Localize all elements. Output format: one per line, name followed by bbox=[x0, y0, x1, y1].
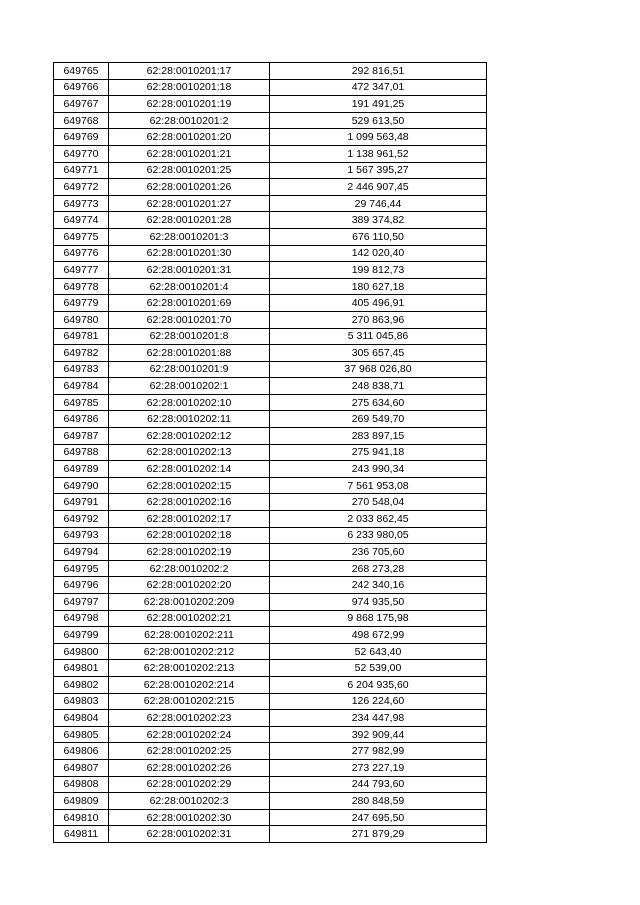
cadastral-value-cell: 275 941,18 bbox=[270, 444, 487, 461]
row-id-cell: 649793 bbox=[54, 527, 109, 544]
table-row bbox=[54, 394, 487, 411]
table-body bbox=[54, 63, 487, 843]
cadastral-number-cell: 62:28:0010201:21 bbox=[109, 145, 270, 162]
table-row bbox=[54, 228, 487, 245]
row-id-cell: 649796 bbox=[54, 577, 109, 594]
table-row bbox=[54, 63, 487, 80]
table-row bbox=[54, 345, 487, 362]
row-id-cell: 649810 bbox=[54, 809, 109, 826]
cadastral-value-cell: 270 863,96 bbox=[270, 311, 487, 328]
table-row bbox=[54, 378, 487, 395]
table-row bbox=[54, 693, 487, 710]
cadastral-number-cell: 62:28:0010201:25 bbox=[109, 162, 270, 179]
row-id-cell: 649800 bbox=[54, 643, 109, 660]
table-row bbox=[54, 759, 487, 776]
row-id-cell: 649770 bbox=[54, 145, 109, 162]
cadastral-number-cell: 62:28:0010201:9 bbox=[109, 361, 270, 378]
row-id-cell: 649811 bbox=[54, 826, 109, 843]
cadastral-value-cell: 389 374,82 bbox=[270, 212, 487, 229]
table-row bbox=[54, 660, 487, 677]
row-id-cell: 649776 bbox=[54, 245, 109, 262]
cadastral-value-cell: 29 746,44 bbox=[270, 195, 487, 212]
cadastral-number-cell: 62:28:0010202:24 bbox=[109, 726, 270, 743]
table-row bbox=[54, 743, 487, 760]
cadastral-number-cell: 62:28:0010202:214 bbox=[109, 676, 270, 693]
table-row bbox=[54, 610, 487, 627]
cadastral-value-cell: 271 879,29 bbox=[270, 826, 487, 843]
table-row bbox=[54, 726, 487, 743]
cadastral-number-cell: 62:28:0010202:19 bbox=[109, 544, 270, 561]
table-row bbox=[54, 511, 487, 528]
cadastral-number-cell: 62:28:0010202:18 bbox=[109, 527, 270, 544]
table-row bbox=[54, 776, 487, 793]
cadastral-value-cell: 2 033 862,45 bbox=[270, 511, 487, 528]
cadastral-number-cell: 62:28:0010202:20 bbox=[109, 577, 270, 594]
table-row bbox=[54, 328, 487, 345]
table-row bbox=[54, 643, 487, 660]
cadastral-number-cell: 62:28:0010202:3 bbox=[109, 793, 270, 810]
cadastral-value-cell: 275 634,60 bbox=[270, 394, 487, 411]
table-row bbox=[54, 295, 487, 312]
row-id-cell: 649786 bbox=[54, 411, 109, 428]
row-id-cell: 649777 bbox=[54, 262, 109, 279]
row-id-cell: 649782 bbox=[54, 345, 109, 362]
table-row bbox=[54, 145, 487, 162]
cadastral-number-cell: 62:28:0010201:30 bbox=[109, 245, 270, 262]
cadastral-number-cell: 62:28:0010201:18 bbox=[109, 79, 270, 96]
table-row bbox=[54, 809, 487, 826]
table-row bbox=[54, 245, 487, 262]
row-id-cell: 649791 bbox=[54, 494, 109, 511]
table-row bbox=[54, 577, 487, 594]
row-id-cell: 649803 bbox=[54, 693, 109, 710]
cadastral-number-cell: 62:28:0010202:209 bbox=[109, 594, 270, 611]
cadastral-value-cell: 242 340,16 bbox=[270, 577, 487, 594]
cadastral-value-cell: 247 695,50 bbox=[270, 809, 487, 826]
cadastral-number-cell: 62:28:0010201:27 bbox=[109, 195, 270, 212]
cadastral-value-cell: 244 793,60 bbox=[270, 776, 487, 793]
cadastral-number-cell: 62:28:0010202:23 bbox=[109, 710, 270, 727]
cadastral-number-cell: 62:28:0010201:69 bbox=[109, 295, 270, 312]
cadastral-value-cell: 268 273,28 bbox=[270, 560, 487, 577]
cadastral-number-cell: 62:28:0010202:29 bbox=[109, 776, 270, 793]
table-row bbox=[54, 129, 487, 146]
row-id-cell: 649781 bbox=[54, 328, 109, 345]
table-row bbox=[54, 676, 487, 693]
cadastral-value-cell: 9 868 175,98 bbox=[270, 610, 487, 627]
cadastral-value-cell: 191 491,25 bbox=[270, 96, 487, 113]
row-id-cell: 649772 bbox=[54, 179, 109, 196]
row-id-cell: 649805 bbox=[54, 726, 109, 743]
table-row bbox=[54, 527, 487, 544]
cadastral-value-cell: 1 567 395,27 bbox=[270, 162, 487, 179]
cadastral-value-cell: 6 204 935,60 bbox=[270, 676, 487, 693]
cadastral-number-cell: 62:28:0010202:211 bbox=[109, 627, 270, 644]
table-row bbox=[54, 112, 487, 129]
row-id-cell: 649779 bbox=[54, 295, 109, 312]
cadastral-value-cell: 472 347,01 bbox=[270, 79, 487, 96]
row-id-cell: 649769 bbox=[54, 129, 109, 146]
row-id-cell: 649780 bbox=[54, 311, 109, 328]
cadastral-value-cell: 2 446 907,45 bbox=[270, 179, 487, 196]
row-id-cell: 649795 bbox=[54, 560, 109, 577]
table-row bbox=[54, 179, 487, 196]
cadastral-number-cell: 62:28:0010201:4 bbox=[109, 278, 270, 295]
cadastral-value-cell: 1 099 563,48 bbox=[270, 129, 487, 146]
table-row bbox=[54, 162, 487, 179]
cadastral-value-cell: 292 816,51 bbox=[270, 63, 487, 80]
cadastral-value-cell: 280 848,59 bbox=[270, 793, 487, 810]
row-id-cell: 649807 bbox=[54, 759, 109, 776]
cadastral-number-cell: 62:28:0010201:19 bbox=[109, 96, 270, 113]
cadastral-value-cell: 392 909,44 bbox=[270, 726, 487, 743]
row-id-cell: 649798 bbox=[54, 610, 109, 627]
cadastral-number-cell: 62:28:0010201:8 bbox=[109, 328, 270, 345]
cadastral-value-cell: 236 705,60 bbox=[270, 544, 487, 561]
cadastral-number-cell: 62:28:0010202:215 bbox=[109, 693, 270, 710]
cadastral-value-cell: 142 020,40 bbox=[270, 245, 487, 262]
row-id-cell: 649775 bbox=[54, 228, 109, 245]
cadastral-value-cell: 5 311 045,86 bbox=[270, 328, 487, 345]
row-id-cell: 649778 bbox=[54, 278, 109, 295]
cadastral-number-cell: 62:28:0010202:25 bbox=[109, 743, 270, 760]
table-row bbox=[54, 594, 487, 611]
cadastral-value-cell: 37 968 026,80 bbox=[270, 361, 487, 378]
cadastral-number-cell: 62:28:0010202:10 bbox=[109, 394, 270, 411]
cadastral-number-cell: 62:28:0010202:31 bbox=[109, 826, 270, 843]
cadastral-number-cell: 62:28:0010202:17 bbox=[109, 511, 270, 528]
row-id-cell: 649806 bbox=[54, 743, 109, 760]
table-row bbox=[54, 311, 487, 328]
cadastral-value-cell: 405 496,91 bbox=[270, 295, 487, 312]
cadastral-value-cell: 283 897,15 bbox=[270, 428, 487, 445]
cadastral-number-cell: 62:28:0010202:15 bbox=[109, 477, 270, 494]
cadastral-number-cell: 62:28:0010201:20 bbox=[109, 129, 270, 146]
cadastral-number-cell: 62:28:0010201:3 bbox=[109, 228, 270, 245]
cadastral-value-cell: 52 539,00 bbox=[270, 660, 487, 677]
row-id-cell: 649783 bbox=[54, 361, 109, 378]
cadastral-number-cell: 62:28:0010202:26 bbox=[109, 759, 270, 776]
table-row bbox=[54, 195, 487, 212]
row-id-cell: 649788 bbox=[54, 444, 109, 461]
cadastral-value-cell: 248 838,71 bbox=[270, 378, 487, 395]
cadastral-number-cell: 62:28:0010202:212 bbox=[109, 643, 270, 660]
cadastral-value-cell: 277 982,99 bbox=[270, 743, 487, 760]
row-id-cell: 649771 bbox=[54, 162, 109, 179]
cadastral-number-cell: 62:28:0010202:1 bbox=[109, 378, 270, 395]
row-id-cell: 649768 bbox=[54, 112, 109, 129]
row-id-cell: 649789 bbox=[54, 461, 109, 478]
table-row bbox=[54, 411, 487, 428]
cadastral-value-cell: 270 548,04 bbox=[270, 494, 487, 511]
cadastral-number-cell: 62:28:0010202:16 bbox=[109, 494, 270, 511]
table-row bbox=[54, 627, 487, 644]
row-id-cell: 649785 bbox=[54, 394, 109, 411]
cadastral-number-cell: 62:28:0010202:2 bbox=[109, 560, 270, 577]
row-id-cell: 649765 bbox=[54, 63, 109, 80]
cadastral-value-cell: 974 935,50 bbox=[270, 594, 487, 611]
row-id-cell: 649797 bbox=[54, 594, 109, 611]
cadastral-number-cell: 62:28:0010202:14 bbox=[109, 461, 270, 478]
cadastral-value-table bbox=[53, 62, 487, 843]
row-id-cell: 649809 bbox=[54, 793, 109, 810]
row-id-cell: 649790 bbox=[54, 477, 109, 494]
row-id-cell: 649804 bbox=[54, 710, 109, 727]
cadastral-number-cell: 62:28:0010201:2 bbox=[109, 112, 270, 129]
cadastral-number-cell: 62:28:0010201:26 bbox=[109, 179, 270, 196]
table-row bbox=[54, 494, 487, 511]
table-row bbox=[54, 361, 487, 378]
table-row bbox=[54, 212, 487, 229]
table-row bbox=[54, 96, 487, 113]
cadastral-number-cell: 62:28:0010202:13 bbox=[109, 444, 270, 461]
cadastral-value-cell: 52 643,40 bbox=[270, 643, 487, 660]
row-id-cell: 649767 bbox=[54, 96, 109, 113]
cadastral-number-cell: 62:28:0010201:70 bbox=[109, 311, 270, 328]
cadastral-value-cell: 269 549,70 bbox=[270, 411, 487, 428]
cadastral-value-cell: 273 227,19 bbox=[270, 759, 487, 776]
cadastral-value-cell: 234 447,98 bbox=[270, 710, 487, 727]
row-id-cell: 649801 bbox=[54, 660, 109, 677]
cadastral-number-cell: 62:28:0010202:21 bbox=[109, 610, 270, 627]
cadastral-number-cell: 62:28:0010202:11 bbox=[109, 411, 270, 428]
cadastral-value-cell: 180 627,18 bbox=[270, 278, 487, 295]
table-row bbox=[54, 826, 487, 843]
cadastral-value-cell: 529 613,50 bbox=[270, 112, 487, 129]
table-row bbox=[54, 544, 487, 561]
table-row bbox=[54, 477, 487, 494]
cadastral-number-cell: 62:28:0010202:12 bbox=[109, 428, 270, 445]
table-row bbox=[54, 793, 487, 810]
cadastral-value-cell: 243 990,34 bbox=[270, 461, 487, 478]
cadastral-value-cell: 1 138 961,52 bbox=[270, 145, 487, 162]
row-id-cell: 649799 bbox=[54, 627, 109, 644]
cadastral-number-cell: 62:28:0010201:31 bbox=[109, 262, 270, 279]
cadastral-number-cell: 62:28:0010201:28 bbox=[109, 212, 270, 229]
row-id-cell: 649787 bbox=[54, 428, 109, 445]
row-id-cell: 649802 bbox=[54, 676, 109, 693]
cadastral-number-cell: 62:28:0010201:17 bbox=[109, 63, 270, 80]
table-row bbox=[54, 461, 487, 478]
row-id-cell: 649792 bbox=[54, 511, 109, 528]
table-row bbox=[54, 710, 487, 727]
row-id-cell: 649794 bbox=[54, 544, 109, 561]
table-row bbox=[54, 79, 487, 96]
cadastral-number-cell: 62:28:0010201:88 bbox=[109, 345, 270, 362]
cadastral-value-cell: 7 561 953,08 bbox=[270, 477, 487, 494]
cadastral-value-cell: 199 812,73 bbox=[270, 262, 487, 279]
cadastral-value-cell: 498 672,99 bbox=[270, 627, 487, 644]
table-row bbox=[54, 262, 487, 279]
row-id-cell: 649774 bbox=[54, 212, 109, 229]
row-id-cell: 649766 bbox=[54, 79, 109, 96]
row-id-cell: 649784 bbox=[54, 378, 109, 395]
table-row bbox=[54, 428, 487, 445]
row-id-cell: 649773 bbox=[54, 195, 109, 212]
table-row bbox=[54, 278, 487, 295]
table-row bbox=[54, 560, 487, 577]
cadastral-number-cell: 62:28:0010202:213 bbox=[109, 660, 270, 677]
cadastral-value-cell: 6 233 980,05 bbox=[270, 527, 487, 544]
table-row bbox=[54, 444, 487, 461]
cadastral-value-cell: 126 224,60 bbox=[270, 693, 487, 710]
cadastral-number-cell: 62:28:0010202:30 bbox=[109, 809, 270, 826]
cadastral-value-cell: 305 657,45 bbox=[270, 345, 487, 362]
row-id-cell: 649808 bbox=[54, 776, 109, 793]
cadastral-value-cell: 676 110,50 bbox=[270, 228, 487, 245]
